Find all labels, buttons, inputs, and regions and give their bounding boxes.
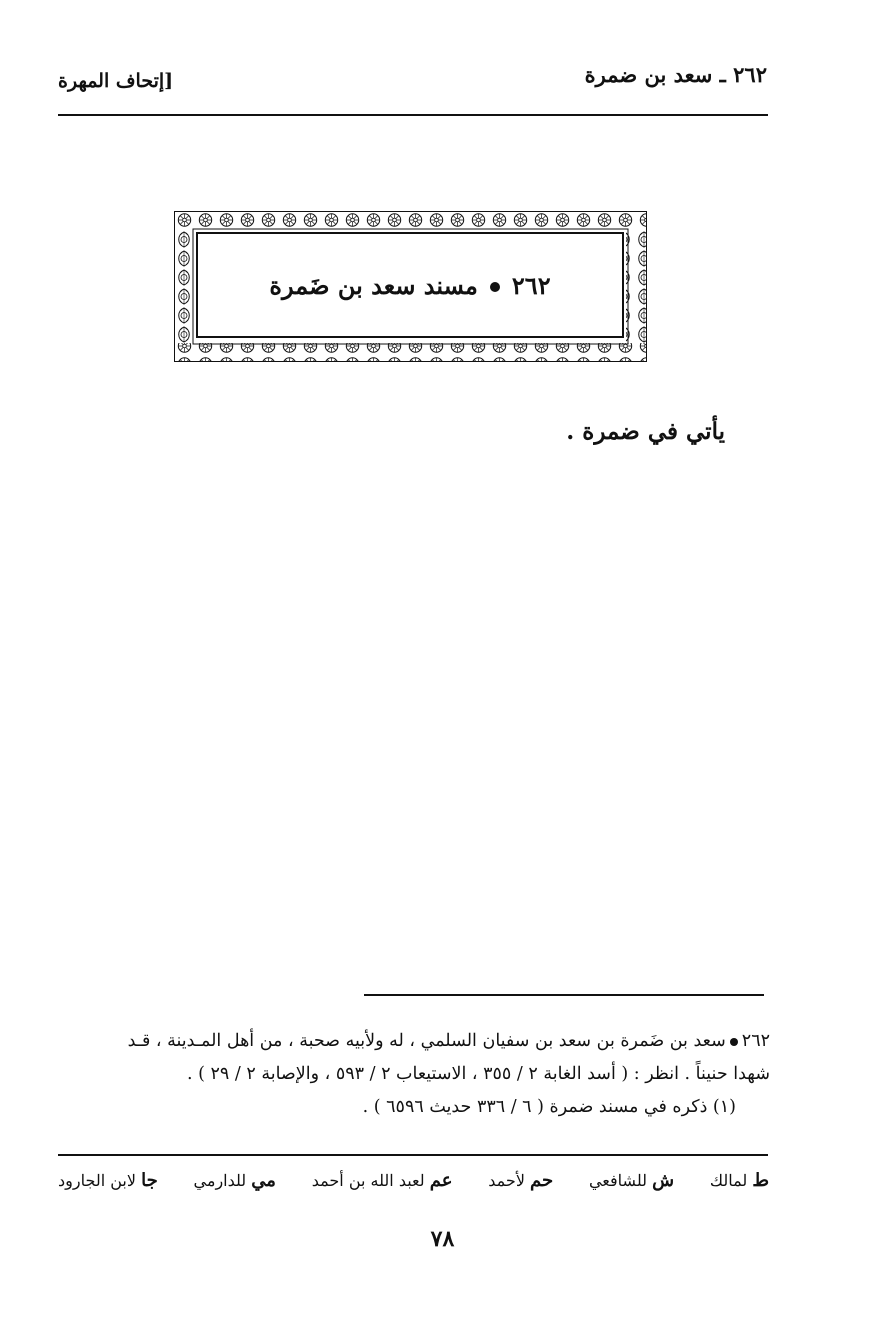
footnote-text: سعد بن ضَمرة بن سعد بن سفيان السلمي ، له ولأبيه صحبة ، من أهل المـدينة ، قـد [127, 1031, 726, 1051]
chapter-title-text: مسند سعد بن ضَمرة [269, 270, 478, 300]
book-title: [إتحاف المهرة [58, 70, 174, 92]
bullet-icon [730, 1038, 738, 1046]
body-text: يأتي في ضمرة . [566, 418, 725, 445]
page-number: ٧٨ [430, 1226, 455, 1252]
abbreviation-item: حم لأحمد [488, 1170, 554, 1191]
footnote-line: شهدا حنيناً . انظر : ( أسد الغابة ٢ / ٣٥٥ ، الاستيعاب ٢ / ٥٩٣ ، والإصابة ٢ / ٢٩ ) . [186, 1064, 770, 1084]
footnote-line: (١) ذكره في مسند ضمرة ( ٦ / ٣٣٦ حديث ٦٥٩٦ ) . [362, 1097, 736, 1117]
abbreviation-item: ش للشافعي [588, 1170, 675, 1191]
footnote-number: ٢٦٢ [741, 1031, 770, 1051]
footnote-rule [364, 994, 764, 996]
section-heading: ٢٦٢ ـ سعد بن ضمرة [584, 62, 767, 87]
abbreviations-key [58, 1170, 769, 1191]
abbreviation-item: جا لابن الجارود [58, 1170, 158, 1191]
abbreviations-rule [58, 1154, 768, 1156]
abbreviation-item: مي للدارمي [193, 1170, 276, 1191]
abbreviation-item: ط لمالك [709, 1170, 769, 1191]
chapter-number: ٢٦٢ [511, 270, 551, 300]
footnote-line [58, 1025, 770, 1058]
abbreviation-item: عم لعبد الله بن أحمد [311, 1170, 453, 1191]
bullet-icon [490, 282, 500, 292]
header-rule [58, 114, 768, 116]
chapter-title [269, 271, 550, 300]
footnotes [58, 1025, 770, 1124]
title-box [196, 232, 624, 338]
